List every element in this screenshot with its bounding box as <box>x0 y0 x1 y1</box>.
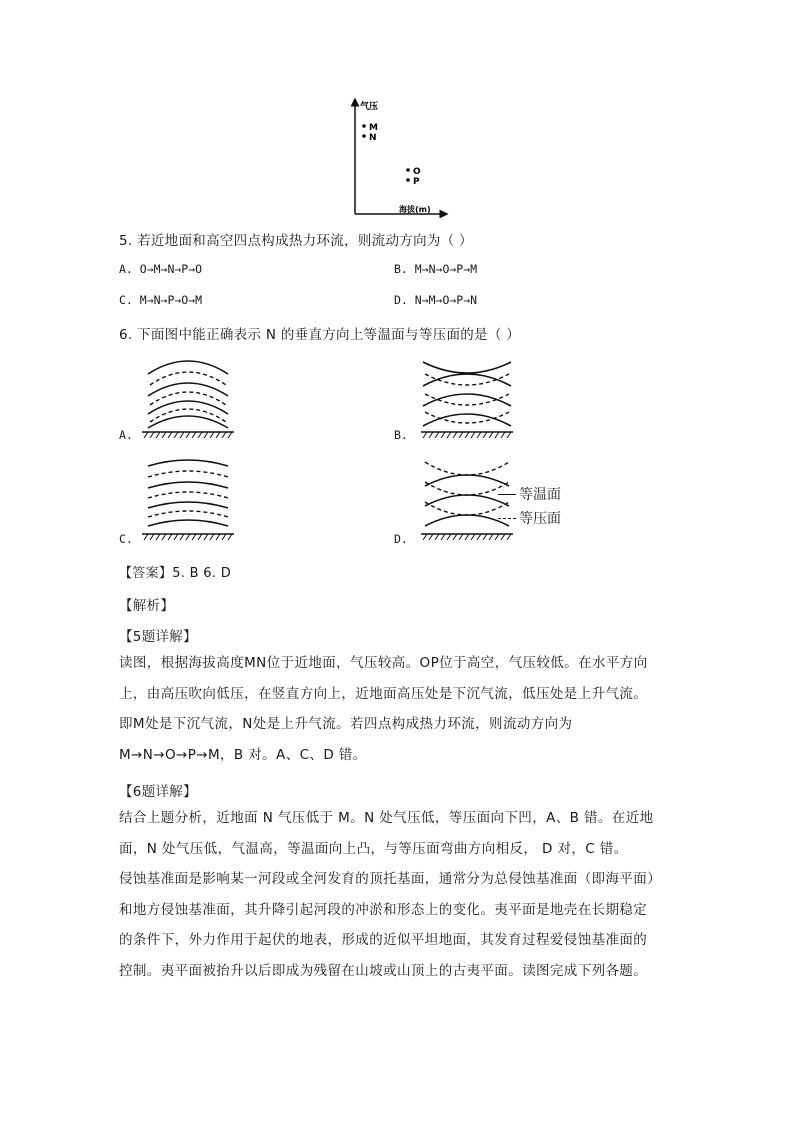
q6-detail-heading: 【6题详解】 <box>119 784 197 800</box>
q6-label-a: A. <box>119 428 133 442</box>
point-o <box>406 168 410 172</box>
q6-label-d: D. <box>394 532 408 546</box>
y-axis-label: 气压 <box>360 102 379 112</box>
point-p-label: P <box>413 177 420 187</box>
q6-detail-body: 结合上题分析，近地面 N 气压低于 M。N 处气压低，等压面向下凹，A、B 错。在近地面，N 处气压低，气温高，等温面向上凸，与等压面弯曲方向相反， D 对，C 错。 <box>119 810 654 857</box>
legend-solid-label: 等温面 <box>519 487 561 503</box>
intro-paragraph: 侵蚀基准面是影响某一河段或全河发育的顶托基面，通常分为总侵蚀基准面（即海平面）和地方侵蚀基准面，其升降引起河段的冲淤和形态上的变化。夷平面是地壳在长期稳定的条件下，外力作用于起伏的地表，形成的近似平坦地面，其发育过程爱侵蚀基准面的控制。夷平面被抬升以后即成为残留在山坡或山顶上的古夷平面。读图完成下列各题。 <box>119 871 655 979</box>
point-o-label: O <box>413 167 421 177</box>
legend <box>498 482 561 530</box>
legend-solid <box>498 482 561 506</box>
question-6-stem: 6. 下面图中能正确表示 N 的垂直方向上等温面与等压面的是（ ） <box>119 327 521 343</box>
question-5-stem: 5. 若近地面和高空四点构成热力环流，则流动方向为（ ） <box>119 233 473 249</box>
pressure-altitude-graph <box>340 96 450 218</box>
q5-detail-body: 读图，根据海拔高度MN位于近地面，气压较高。OP位于高空，气压较低。在水平方向上，由高压吹向低压，在竖直方向上，近地面高压处是下沉气流，低压处是上升气流。即M处是下沉气流，N处是上升气流。若四点构成热力环流，则流动方向为 M→N→O→P→M，B 对。A、C、D 错。 <box>119 655 648 763</box>
legend-dashed-line-icon <box>498 518 516 519</box>
diagram-b <box>417 354 517 438</box>
answer-line: 【答案】5. B 6. D <box>119 566 232 581</box>
point-m <box>362 124 366 128</box>
legend-dashed-label: 等压面 <box>519 511 561 527</box>
q6-label-b: B. <box>394 428 408 442</box>
legend-solid-line-icon <box>498 494 516 495</box>
point-m-label: M <box>369 123 378 133</box>
q5-option-d: D. N→M→O→P→N <box>394 293 478 307</box>
q5-option-a: A. O→M→N→P→O <box>119 262 203 276</box>
point-p <box>406 178 410 182</box>
analysis-heading: 【解析】 <box>119 598 175 614</box>
diagram-c <box>138 456 238 540</box>
x-axis-label: 海拔(m) <box>399 205 431 214</box>
legend-dashed <box>498 506 561 530</box>
q5-option-c: C. M→N→P→O→M <box>119 293 203 307</box>
point-n-label: N <box>369 133 377 143</box>
q5-option-b: B. M→N→O→P→M <box>394 262 478 276</box>
q5-detail-heading: 【5题详解】 <box>119 629 197 645</box>
q6-label-c: C. <box>119 532 133 546</box>
point-n <box>362 134 366 138</box>
diagram-a <box>138 354 238 438</box>
